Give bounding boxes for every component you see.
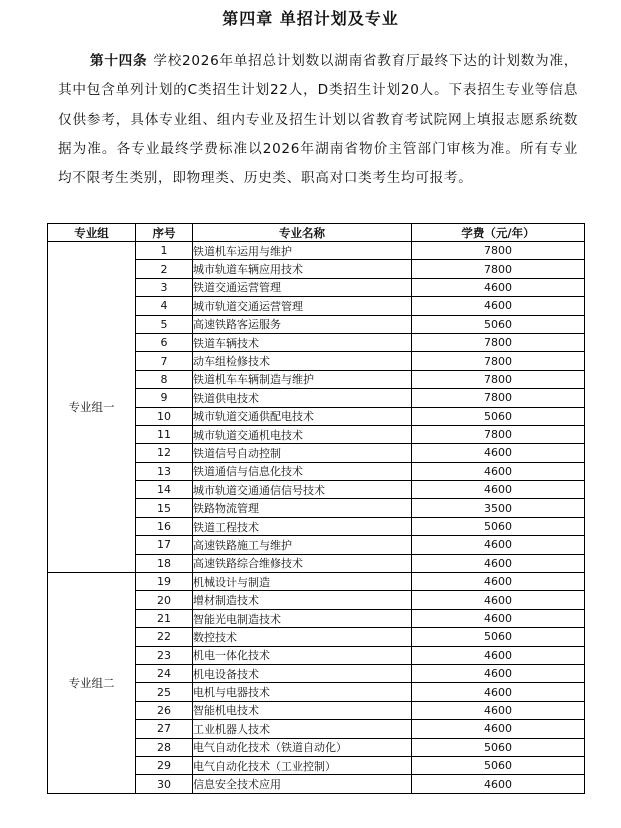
seq-cell: 22 [136, 628, 193, 646]
major-name-cell: 铁道信号自动控制 [193, 444, 412, 462]
seq-cell: 14 [136, 481, 193, 499]
seq-cell: 7 [136, 352, 193, 370]
chapter-title: 第四章 单招计划及专业 [222, 9, 399, 28]
major-name-cell: 城市轨道车辆应用技术 [193, 260, 412, 278]
fee-cell: 4600 [412, 683, 585, 701]
fee-cell: 7800 [412, 260, 585, 278]
fee-cell: 7800 [412, 333, 585, 351]
seq-cell: 27 [136, 720, 193, 738]
header-major: 专业名称 [193, 224, 412, 242]
article-label: 第十四条 [90, 53, 148, 69]
major-name-cell: 动车组检修技术 [193, 352, 412, 370]
major-name-cell: 高速铁路客运服务 [193, 315, 412, 333]
fee-cell: 4600 [412, 664, 585, 682]
fee-cell: 4600 [412, 573, 585, 591]
fee-cell: 4600 [412, 444, 585, 462]
fee-cell: 3500 [412, 499, 585, 517]
group-name-cell: 专业组一 [48, 242, 136, 573]
major-name-cell: 城市轨道交通机电技术 [193, 425, 412, 443]
major-name-cell: 城市轨道交通运营管理 [193, 297, 412, 315]
fee-cell: 4600 [412, 278, 585, 296]
seq-cell: 19 [136, 573, 193, 591]
article-paragraph [58, 47, 578, 193]
seq-cell: 26 [136, 701, 193, 719]
header-fee: 学费（元/年） [412, 224, 585, 242]
major-name-cell: 机电一体化技术 [193, 646, 412, 664]
fee-cell: 4600 [412, 646, 585, 664]
table-header-row [48, 224, 585, 242]
major-name-cell: 铁道工程技术 [193, 517, 412, 535]
fee-cell: 4600 [412, 775, 585, 793]
seq-cell: 24 [136, 664, 193, 682]
fee-cell: 4600 [412, 701, 585, 719]
major-name-cell: 铁道交通运营管理 [193, 278, 412, 296]
fee-cell: 7800 [412, 352, 585, 370]
fee-cell: 7800 [412, 425, 585, 443]
seq-cell: 10 [136, 407, 193, 425]
fee-cell: 4600 [412, 609, 585, 627]
seq-cell: 17 [136, 536, 193, 554]
major-name-cell: 铁道通信与信息化技术 [193, 462, 412, 480]
major-name-cell: 工业机器人技术 [193, 720, 412, 738]
major-name-cell: 机械设计与制造 [193, 573, 412, 591]
fee-cell: 4600 [412, 554, 585, 572]
fee-cell: 5060 [412, 315, 585, 333]
fee-cell: 7800 [412, 242, 585, 260]
major-name-cell: 铁道机车运用与维护 [193, 242, 412, 260]
seq-cell: 28 [136, 738, 193, 756]
major-name-cell: 高速铁路综合维修技术 [193, 554, 412, 572]
seq-cell: 5 [136, 315, 193, 333]
fee-cell: 5060 [412, 756, 585, 774]
major-name-cell: 铁道供电技术 [193, 389, 412, 407]
seq-cell: 12 [136, 444, 193, 462]
major-name-cell: 智能光电制造技术 [193, 609, 412, 627]
fee-cell: 4600 [412, 591, 585, 609]
fee-cell: 4600 [412, 720, 585, 738]
major-name-cell: 数控技术 [193, 628, 412, 646]
major-name-cell: 城市轨道交通供配电技术 [193, 407, 412, 425]
fee-cell: 5060 [412, 628, 585, 646]
fee-cell: 7800 [412, 389, 585, 407]
seq-cell: 4 [136, 297, 193, 315]
seq-cell: 11 [136, 425, 193, 443]
fee-cell: 4600 [412, 481, 585, 499]
group-name-cell: 专业组二 [48, 573, 136, 794]
seq-cell: 30 [136, 775, 193, 793]
seq-cell: 3 [136, 278, 193, 296]
majors-table [47, 223, 585, 794]
fee-cell: 5060 [412, 517, 585, 535]
major-name-cell: 信息安全技术应用 [193, 775, 412, 793]
seq-cell: 21 [136, 609, 193, 627]
major-name-cell: 智能机电技术 [193, 701, 412, 719]
seq-cell: 29 [136, 756, 193, 774]
seq-cell: 9 [136, 389, 193, 407]
table-row [48, 242, 585, 260]
seq-cell: 15 [136, 499, 193, 517]
fee-cell: 7800 [412, 370, 585, 388]
fee-cell: 5060 [412, 407, 585, 425]
seq-cell: 8 [136, 370, 193, 388]
major-name-cell: 电机与电器技术 [193, 683, 412, 701]
fee-cell: 5060 [412, 738, 585, 756]
major-name-cell: 高速铁路施工与维护 [193, 536, 412, 554]
seq-cell: 16 [136, 517, 193, 535]
seq-cell: 1 [136, 242, 193, 260]
seq-cell: 20 [136, 591, 193, 609]
seq-cell: 13 [136, 462, 193, 480]
table-row [48, 573, 585, 591]
majors-table-body [48, 242, 585, 794]
header-seq: 序号 [136, 224, 193, 242]
fee-cell: 4600 [412, 462, 585, 480]
fee-cell: 4600 [412, 297, 585, 315]
major-name-cell: 城市轨道交通通信信号技术 [193, 481, 412, 499]
seq-cell: 23 [136, 646, 193, 664]
major-name-cell: 铁道车辆技术 [193, 333, 412, 351]
major-name-cell: 电气自动化技术（工业控制） [193, 756, 412, 774]
seq-cell: 25 [136, 683, 193, 701]
fee-cell: 4600 [412, 536, 585, 554]
seq-cell: 6 [136, 333, 193, 351]
article-text: 学校2026年单招总计划数以湖南省教育厅最终下达的计划数为准，其中包含单列计划的C类招生计划22人，D类招生计划20人。下表招生专业等信息仅供参考，具体专业组、组内专业及招生计划以省教育考试院网上填报志愿系统数据为准。各专业最终学费标准以2026年湖南省物价主管部门审核为准。所有专业均不限考生类别，即物理类、历史类、职高对口类考生均可报考。 [58, 53, 578, 187]
major-name-cell: 铁道机车车辆制造与维护 [193, 370, 412, 388]
major-name-cell: 铁路物流管理 [193, 499, 412, 517]
header-group: 专业组 [48, 224, 136, 242]
major-name-cell: 机电设备技术 [193, 664, 412, 682]
seq-cell: 2 [136, 260, 193, 278]
seq-cell: 18 [136, 554, 193, 572]
major-name-cell: 电气自动化技术（铁道自动化） [193, 738, 412, 756]
major-name-cell: 增材制造技术 [193, 591, 412, 609]
